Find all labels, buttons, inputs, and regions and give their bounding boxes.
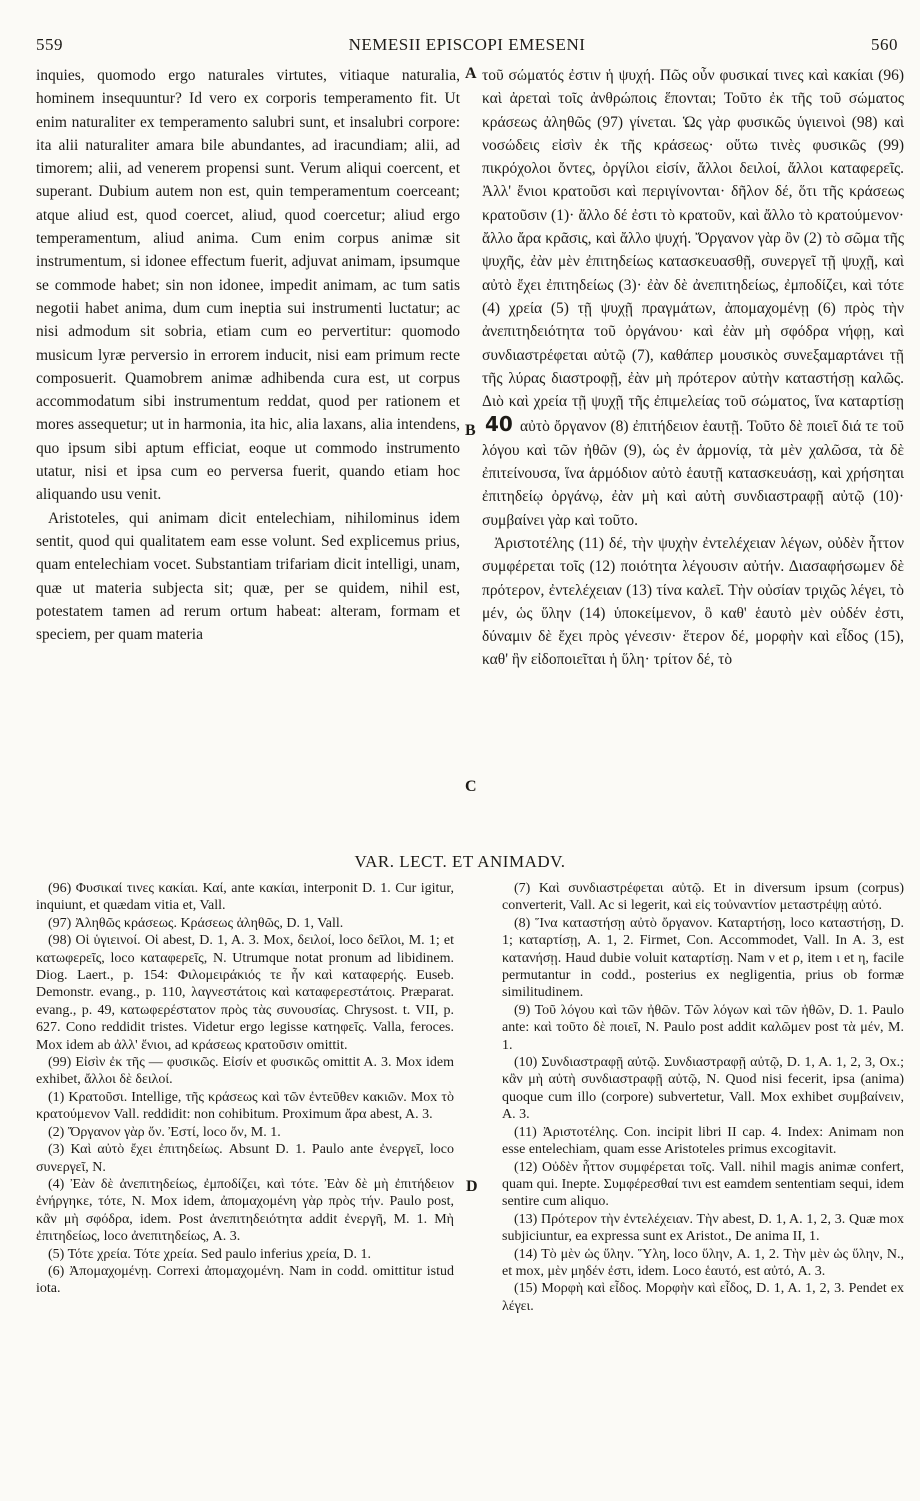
latin-paragraph-1: inquies, quomodo ergo naturales virtutes, vitiaque naturalia, hominem insequuntur? Id vero ex corporis temperamento fit. Ut enim naturaliter ex temperamento salubri sunt, et insalubri corpore: ita alii naturaliter amara bile abundantes, ad iracundiam; alii, ad timorem; alii, ad venerem propensi sunt. Verum aliqui coercent, et superant. Dubium autem non est, quin temperamentum coerceant; atque aliud est, quod coercet, aliud, quod coercetur; aliud ergo temperamentum, aliud anima. Cum enim corpus animæ sit instrumentum, si idonee effectum fuerit, adjuvat animam, ipsumque se commode habet; sin non idonee, impedit animam, ac tum satis negotii habet anima, dum cum ineptia sui instrumenti luctatur; ac nisi admodum sit sobria, etiam cum eo pervertitur: quomodo musicum lyræ perversio in errorem inducit, nisi eam primum recte composuerit. Quamobrem animæ adhibenda cura est, ut corpus accommodatum sibi instrumentum reddat, quod per rationem et mores assequetur; ut in harmonia, ita hic, alia laxans, alia intendens, quo ipsum sibi aptum efficiat, eoque ut commodo instrumento utatur, nisi et ipsa cum eo perversa fuerit, quando etiam hoc aliquando usu venit.: [36, 67, 460, 504]
note-11: (11) Ἀριστοτέλης. Con. incipit libri II cap. 4. Index: Animam non esse entelechiam, quam esse Aristoteles primus excogitavit.: [502, 1124, 904, 1158]
note-1: (1) Κρατοῦσι. Intellige, τῆς κράσεως καὶ τῶν ἐντεῦθεν κακιῶν. Mox τὸ κρατούμενον Vall. reddidit: non cohibitum. Proximum ἄρα abest, A. 3.: [36, 1089, 454, 1123]
note-9: (9) Τοῦ λόγου καὶ τῶν ἠθῶν. Τῶν λόγων καὶ τῶν ἠθῶν, D. 1. Paulo ante: καὶ τοῦτο δὲ ποιεῖ, N. Paulo post addit καλῶμεν post τὰ μέν, M. 1.: [502, 1002, 904, 1053]
note-10: (10) Συνδιαστραφῇ αὐτῷ. Συνδιαστραφῇ αὐτῷ, D. 1, A. 1, 2, 3, Ox.; κἂν μὴ αὐτὴ συνδιαστραφῇ αὐτῷ, N. Quod nisi fecerit, ipsa (anima) quoque cum illo (corpore) subvertetur, Vall. Mox exhibet συμβαίνειν, A. 3.: [502, 1055, 904, 1123]
greek-paragraph-1: [482, 64, 904, 532]
note-12: (12) Οὐδὲν ἧττον συμφέρεται τοῖς. Vall. nihil magis animæ confert, quam qui. Inepte. Συμφέρεσθαί τινι est eamdem sententiam sequi, idem sentire cum aliquo.: [502, 1159, 904, 1210]
notes-right-column: [502, 880, 904, 1315]
note-8: (8) Ἵνα καταστήσῃ αὐτὸ ὄργανον. Καταρτήσῃ, loco καταστήσῃ, D. 1; καταρτίσῃ, A. 1, 2. Firmet, Con. Accommodet, Vall. In A. 3, est κατανήσῃ. Haud dubie voluit καταρτίσῃ. Nam ν et ρ, item ι et η, facile permutantur in codd., posterius ex negligentia, prius ob formæ similitudinem.: [502, 915, 904, 1001]
greek-column: [482, 64, 904, 672]
margin-marker-b: B: [465, 422, 476, 439]
note-13: (13) Πρότερον τὴν ἐντελέχειαν. Τὴν abest, D. 1, A. 1, 2, 3. Quæ mox subjiciuntur, ea expressa sunt ex Aristot., De anima II, 1.: [502, 1211, 904, 1245]
note-3: (3) Καὶ αὐτὸ ἔχει ἐπιτηδείως. Absunt D. 1. Paulo ante ἐνεργεῖ, loco συνεργεῖ, N.: [36, 1142, 454, 1175]
edition-page-mark: 40: [485, 412, 513, 437]
latin-column: [36, 64, 460, 646]
note-96: (96) Φυσικαί τινες κακίαι. Καί, ante κακίαι, interponit D. 1. Cur igitur, inquiunt, et quædam vitia et, Vall.: [36, 881, 454, 914]
greek-paragraph-1-after: αὐτὸ ὄργανον (8) ἐπιτήδειον ἑαυτῇ. Τοῦτο δὲ ποιεῖ διά τε τοῦ λόγου καὶ τῶν ἠθῶν (9), ὡς ἐν ἁρμονίᾳ, τὰ μὲν χαλῶσα, τὰ δὲ ἐπιτείνουσα, ἵνα ἁρμόδιον αὐτὸ ἑαυτῇ κατασκευάσῃ, καὶ χρήσηται ἐπιτηδείῳ ὀργάνῳ, ἐὰν μὴ καὶ αὐτὴ συνδιαστραφῇ αὐτῷ (10)· συμβαίνει γὰρ καὶ τοῦτο.: [482, 418, 904, 529]
note-14: (14) Τὸ μὲν ὡς ὕλην. Ὕλη, loco ὕλην, A. 1, 2. Τὴν μὲν ὡς ὕλην, N., et mox, μὲν μηδέν ἐστι, idem. Loco ἑαυτό, est αὐτό, A. 3.: [502, 1246, 904, 1279]
page-number-left: 559: [36, 35, 63, 54]
note-97: (97) Ἀληθῶς κράσεως. Κράσεως ἀληθῶς, D. 1, Vall.: [48, 915, 344, 931]
notes-left-column: [36, 880, 454, 1298]
note-2: (2) Ὄργανον γὰρ ὄν. Ἐστί, loco ὄν, M. 1.: [48, 1124, 281, 1140]
greek-paragraph-1-before: τοῦ σώματός ἐστιν ἡ ψυχή. Πῶς οὖν φυσικαί τινες καὶ κακίαι (96) καὶ ἀρεταὶ τοῖς ἀνθρώποις ἕπονται; Τοῦτο ἐκ τῆς τοῦ σώματος κράσεως ἀληθῶς (97) γίνεται. Ὡς γὰρ φυσικῶς ὑγιεινοὶ (98) καὶ νοσώδεις εἰσὶν ἐκ τῆς κράσεως· οὕτω τινὲς φυσικῶς (99) πικρόχολοι ὄντες, ὀργίλοι εἰσίν, ἄλλοι δειλοί, ἄλλοι καταφερεῖς. Ἀλλ' ἔνιοι κρατοῦσι καὶ περιγίνονται· δῆλον δέ, ὅτι τῆς κράσεως κρατοῦσιν (1)· ἄλλο δέ ἐστι τὸ κρατοῦν, καὶ ἄλλο τὸ κρατούμενον· ἄλλο ἄρα κρᾶσις, καὶ ἄλλο ψυχή. Ὄργανον γὰρ ὂν (2) τὸ σῶμα τῆς ψυχῆς, ἐὰν μὲν ἐπιτηδείως κατασκευασθῇ, συνεργεῖ τῇ ψυχῇ, καὶ αὐτὸ ἔχει ἐπιτηδείως (3)· ἐὰν δὲ ἀνεπιτηδείως, ἐμποδίζει, καὶ τότε (4) χρεία (5) τῇ ψυχῇ πραγμάτων, ἀπομαχομένῃ (6) πρὸς τὴν ἀνεπιτηδειότητα τοῦ ὀργάνου· καὶ ἐὰν μὴ σφόδρα νήφῃ, καὶ συνδιαστρέφεται αὐτῷ (7), καθάπερ μουσικὸς συνεξαμαρτάνει τῇ τῆς λύρας διαστροφῇ, ἐὰν μὴ πρότερον αὐτὴν καταστήσῃ καλῶς. Διὸ καὶ χρεία τῇ ψυχῇ τῆς ἐπιμελείας τοῦ σώματος, ἵνα καταρτίσῃ: [482, 67, 904, 411]
note-99: (99) Εἰσὶν ἐκ τῆς — φυσικῶς. Εἰσίν et φυσικῶς omittit A. 3. Mox idem exhibet, ἄλλοι δὲ δειλοί.: [36, 1055, 454, 1088]
page-number-right: 560: [871, 35, 898, 54]
margin-marker-c: C: [465, 778, 477, 795]
note-6: (6) Ἀπομαχομένῃ. Correxi ἀπομαχομένη. Nam in codd. omittitur istud iota.: [36, 1263, 454, 1297]
greek-paragraph-2: Ἀριστοτέλης (11) δέ, τὴν ψυχὴν ἐντελέχειαν λέγων, οὐδὲν ἧττον συμφέρεται τοῖς (12) ποιότητα λέγουσιν αὐτήν. Διασαφήσωμεν δὲ πρότερον, ἐντελέχειαν (13) τίνα καλεῖ. Τὴν οὐσίαν τριχῶς λέγει, τὸ μέν, ὡς ὕλην (14) ὑποκείμενον, ὃ καθ' ἑαυτὸ μὲν οὐδέν ἐστι, δύναμιν δὲ ἔχει πρὸς γένεσιν· ἕτερον δέ, μορφὴν καὶ εἶδος (15), καθ' ἣν εἰδοποιεῖται ἡ ὕλη· τρίτον δέ, τὸ: [482, 534, 904, 669]
page-header: [36, 35, 898, 61]
margin-marker-d: D: [466, 1178, 478, 1195]
note-15: (15) Μορφὴ καὶ εἶδος. Μορφὴν καὶ εἶδος, D. 1, A. 1, 2, 3. Pendet ex λέγει.: [502, 1281, 904, 1314]
note-98: (98) Οἱ ὑγιεινοί. Οἱ abest, D. 1, A. 3. Mox, δειλοί, loco δεῖλοι, M. 1; et κατωφερεῖς, loco καταφερεῖς, N. Utrumque notat pronum ad libidinem. Diog. Laert., p. 154: Φιλομειράκιός τε ἦν καὶ καταφερής. Euseb. Demonstr. evang., p. 110, λαγνεστάτοις καὶ καταφερεστάτοις. Præparat. evang., p. 49, κατωφερέστατον πρὸς τὰς συνουσίας. Chrysost. t. VII, p. 627. Cono reddidit tristes. Videtur ergo legisse κατηφεῖς. Valla, feroces. Mox idem ab ἀλλ' ἔνιοι, ad κράσεως κρατοῦσιν omittit.: [36, 933, 454, 1053]
note-7: (7) Καὶ συνδιαστρέφεται αὐτῷ. Et in diversum ipsum (corpus) converterit, Vall. Ac si legerit, καὶ εἰς τοὐναντίον μεταστρέψῃ αὐτό.: [502, 881, 904, 914]
running-title: NEMESII EPISCOPI EMESENI: [348, 35, 586, 54]
note-5: (5) Τότε χρεία. Τότε χρεία. Sed paulo inferius χρεία, D. 1.: [48, 1246, 372, 1262]
note-4: (4) Ἐὰν δὲ ἀνεπιτηδείως, ἐμποδίζει, καὶ τότε. Ἐὰν δὲ μὴ ἐπιτήδειον ἐνήργηκε, τότε, N. Mox idem, ἀπομαχομένη γὰρ πρὸς τήν. Paulo post, κἂν μὴ σφόδρα, idem. Post ἀνεπιτηδειότητα addit ἐνεργῆ, M. 1. Μὴ ἐπιτηδείως, loco ἀνεπιτηδείως, A. 3.: [36, 1176, 454, 1245]
margin-marker-a: A: [465, 65, 477, 82]
latin-paragraph-2: Aristoteles, qui animam dicit entelechiam, nihilominus idem sentit, quod qui qualitatem eam esse volunt. Sed explicemus prius, quam entelechiam vocet. Substantiam trifariam dicit intelligi, unam, quæ ut materia subjecta sit; quæ, per se quidem, nihil est, potestatem tamen ad rerum ortum habeat: alteram, formam et speciem, per quam materia: [36, 509, 460, 644]
notes-section-title: VAR. LECT. ET ANIMADV.: [354, 852, 566, 871]
